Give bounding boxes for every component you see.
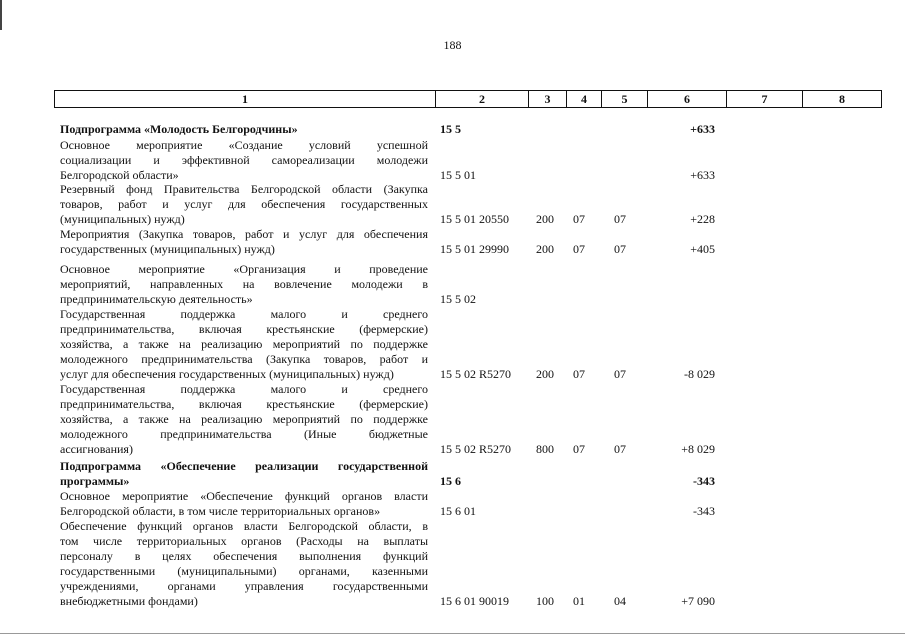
description-line: внебюджетными фондами) [60, 594, 198, 608]
row-description [60, 489, 428, 519]
page-bottom-line [0, 633, 905, 634]
budget-code: 15 5 01 20550 [440, 212, 509, 226]
table-row [0, 382, 905, 457]
table-row [0, 519, 905, 609]
description-line: молодежного предпринимательства (Иные бюджетные [60, 427, 428, 441]
expense-type: 200 [536, 212, 554, 226]
column-header-8: 8 [803, 91, 882, 108]
budget-code: 15 5 01 29990 [440, 242, 509, 256]
column-header-4: 4 [567, 91, 602, 108]
budget-code: 15 5 02 R5270 [440, 442, 512, 456]
table-row [0, 138, 905, 183]
subsection: 07 [614, 212, 626, 226]
description-line: Белгородской области» [60, 168, 179, 182]
table-row [0, 262, 905, 307]
description-line: Резервный фонд Правительства Белгородской области (Закупка [60, 182, 428, 196]
row-description [60, 519, 428, 609]
section: 01 [573, 594, 585, 608]
column-header-table [54, 90, 882, 108]
description-line: Мероприятия (Закупка товаров, работ и услуг для обеспечения [60, 227, 428, 241]
expense-type: 800 [536, 442, 554, 456]
section: 07 [573, 212, 585, 226]
row-description [60, 138, 428, 183]
row-description [60, 307, 428, 382]
description-line: программы» [60, 474, 130, 488]
description-line: Основное мероприятие «Организация и проведение [60, 262, 428, 276]
subsection: 07 [614, 242, 626, 256]
row-description [60, 459, 428, 489]
row-description [60, 262, 428, 307]
description-line: предпринимательскую деятельность» [60, 292, 253, 306]
description-line: Обеспечение функций органов власти Белгородской области, в [60, 519, 428, 533]
row-description [60, 382, 428, 457]
column-header-5: 5 [602, 91, 648, 108]
description-line: Основное мероприятие «Создание условий успешной [60, 138, 428, 152]
scan-edge-line [0, 0, 2, 30]
description-line: персоналу в целях обеспечения выполнения функций [60, 549, 428, 563]
budget-code: 15 6 01 90019 [440, 594, 509, 608]
description-line: Основное мероприятие «Обеспечение функций органов власти [60, 489, 428, 503]
amount-change: +633 [690, 122, 715, 136]
description-line: социализации и эффективной самореализации молодежи [60, 153, 428, 167]
description-line: (муниципальных) нужд) [60, 212, 185, 226]
description-line: Подпрограмма «Молодость Белгородчины» [60, 122, 298, 136]
description-line: том числе территориальных органов (Расходы на выплаты [60, 534, 428, 548]
column-header-7: 7 [727, 91, 803, 108]
row-description [60, 182, 428, 227]
amount-change: -343 [693, 504, 715, 518]
description-line: учреждениями, органами управления государственными [60, 579, 428, 593]
expense-type: 200 [536, 367, 554, 381]
column-header-row [55, 91, 882, 108]
description-line: хозяйства, а также на реализацию мероприятий по поддержке [60, 412, 428, 426]
budget-code: 15 5 [440, 122, 461, 136]
amount-change: +8 029 [681, 442, 715, 456]
description-line: Государственная поддержка малого и среднего [60, 382, 428, 396]
description-line: Белгородской области, в том числе территориальных органов» [60, 504, 381, 518]
column-header-3: 3 [529, 91, 567, 108]
description-line: товаров, работ и услуг для обеспечения государственных [60, 197, 428, 211]
table-row [0, 489, 905, 519]
description-line: хозяйства, а также на реализацию мероприятий по поддержке [60, 337, 428, 351]
amount-change: +633 [690, 168, 715, 182]
amount-change: -343 [693, 474, 715, 488]
section: 07 [573, 442, 585, 456]
column-header-1: 1 [55, 91, 436, 108]
row-description [60, 227, 428, 257]
description-line: молодежного предпринимательства (Закупка товаров, работ и [60, 352, 428, 366]
budget-code: 15 6 [440, 474, 461, 488]
description-line: услуг для обеспечения государственных (муниципальных) нужд) [60, 367, 394, 381]
table-row [0, 307, 905, 382]
description-line: Подпрограмма «Обеспечение реализации государственной [60, 459, 428, 473]
subsection: 04 [614, 594, 626, 608]
column-header-6: 6 [648, 91, 727, 108]
page-number: 188 [443, 38, 462, 52]
budget-code: 15 6 01 [440, 504, 476, 518]
amount-change: +228 [690, 212, 715, 226]
table-row [0, 182, 905, 227]
description-line: предпринимательства, включая крестьянские (фермерские) [60, 397, 428, 411]
amount-change: +7 090 [681, 594, 715, 608]
budget-code: 15 5 02 [440, 292, 476, 306]
subsection: 07 [614, 442, 626, 456]
description-line: мероприятий, направленных на вовлечение молодежи в [60, 277, 428, 291]
section: 07 [573, 242, 585, 256]
expense-type: 200 [536, 242, 554, 256]
expense-type: 100 [536, 594, 554, 608]
table-row [0, 227, 905, 257]
table-row [0, 459, 905, 489]
description-line: ассигнования) [60, 442, 133, 456]
column-header-2: 2 [436, 91, 529, 108]
description-line: государственными (муниципальными) органами, казенными [60, 564, 428, 578]
row-description [60, 122, 428, 137]
description-line: предпринимательства, включая крестьянские (фермерские) [60, 322, 428, 336]
budget-code: 15 5 02 R5270 [440, 367, 512, 381]
description-line: государственных (муниципальных) нужд) [60, 242, 275, 256]
section: 07 [573, 367, 585, 381]
subsection: 07 [614, 367, 626, 381]
budget-code: 15 5 01 [440, 168, 476, 182]
amount-change: -8 029 [684, 367, 715, 381]
amount-change: +405 [690, 242, 715, 256]
table-row [0, 122, 905, 137]
description-line: Государственная поддержка малого и среднего [60, 307, 428, 321]
